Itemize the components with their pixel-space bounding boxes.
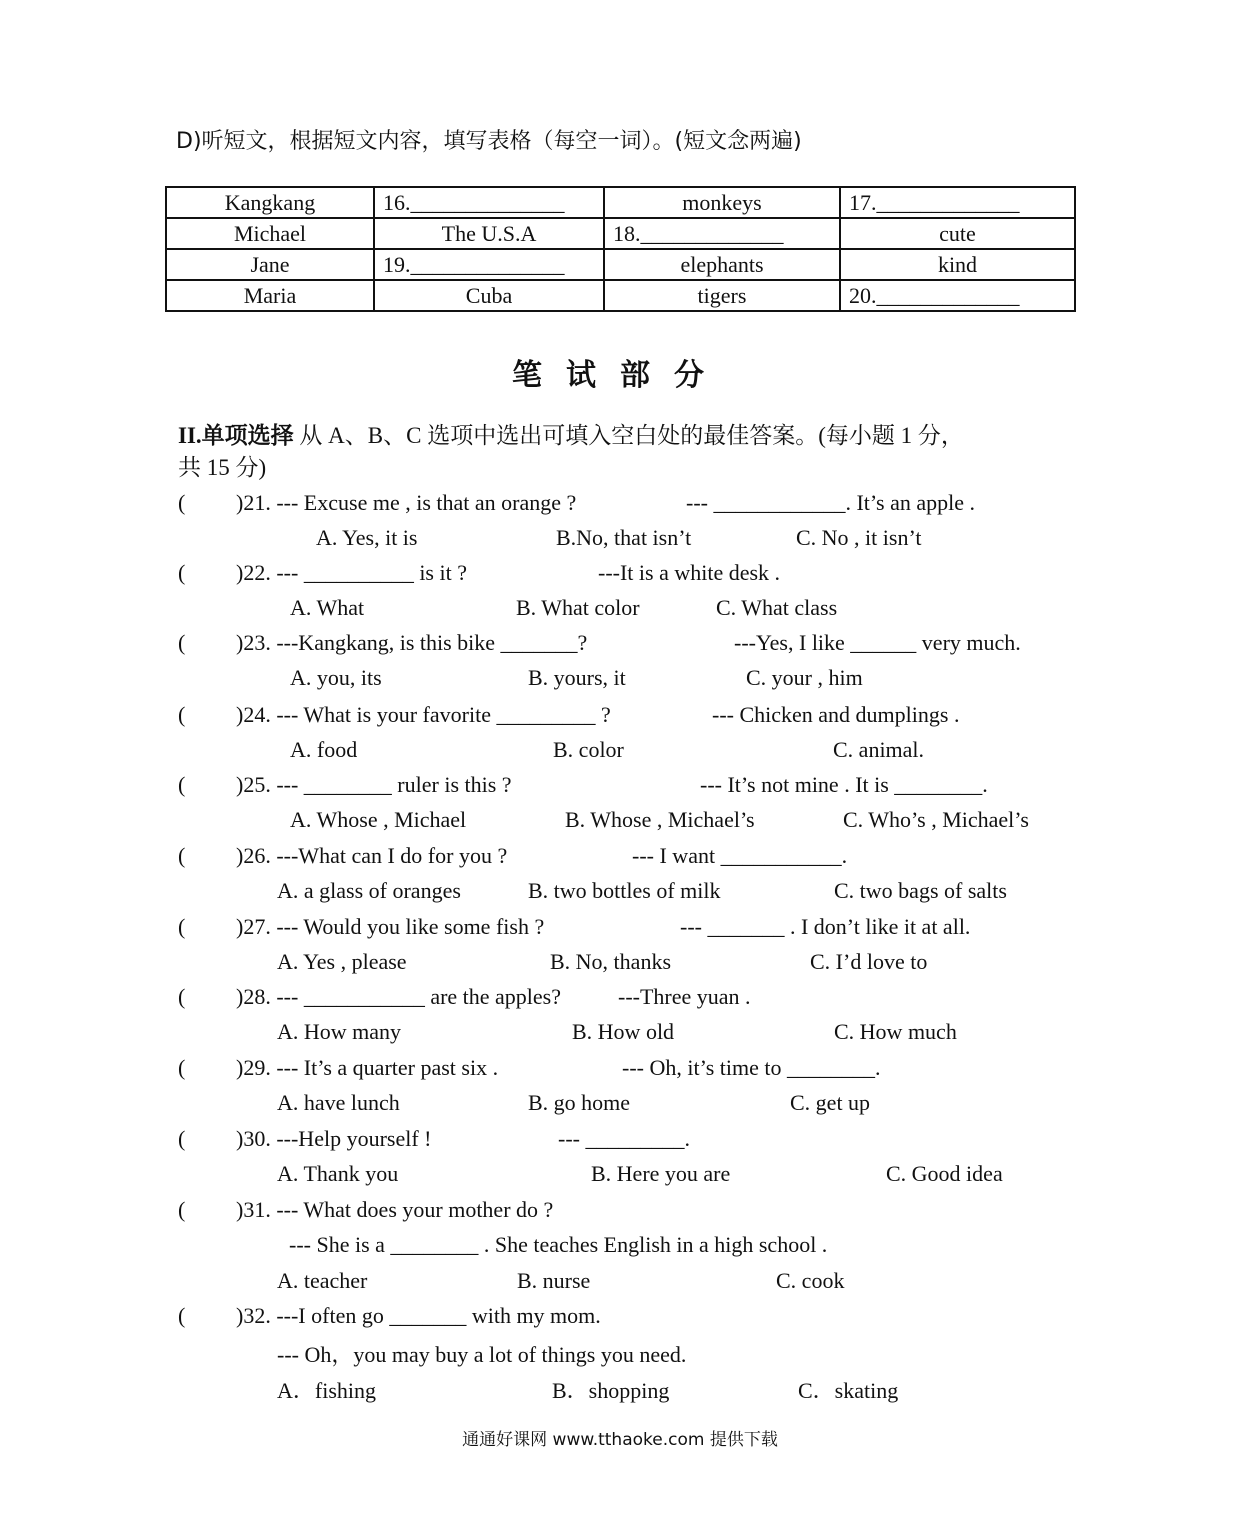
question-stem: )22. --- __________ is it ? xyxy=(236,560,467,585)
answer-option: A. Thank you xyxy=(277,1161,399,1186)
answer-option: B. No, thanks xyxy=(550,949,671,974)
answer-option: C. Who’s , Michael’s xyxy=(843,807,1029,832)
table-cell: 16.______________ xyxy=(374,187,604,218)
answer-option: A. Yes , please xyxy=(277,949,407,974)
answer-blank: ___________ xyxy=(298,984,425,1009)
question-response: --- It’s not mine . It is ________. xyxy=(700,772,988,797)
question-stem: )24. --- What is your favorite _________ ? xyxy=(236,702,611,727)
table-cell: Jane xyxy=(166,249,374,280)
listening-table xyxy=(165,186,1076,312)
table-cell: 19.______________ xyxy=(374,249,604,280)
answer-paren: ( xyxy=(178,1126,186,1151)
answer-option: B．shopping xyxy=(552,1378,670,1403)
question-stem: )28. --- ___________ are the apples? xyxy=(236,984,562,1009)
table-cell: tigers xyxy=(604,280,840,311)
question-stem: )32. ---I often go _______ with my mom. xyxy=(236,1303,601,1328)
answer-paren: ( xyxy=(178,772,186,797)
answer-option: A. teacher xyxy=(277,1268,368,1293)
table-cell: 17._____________ xyxy=(840,187,1075,218)
question-response: --- _________. xyxy=(558,1126,690,1151)
answer-option: C. animal. xyxy=(833,737,925,762)
answer-option: A. have lunch xyxy=(277,1090,400,1115)
table-cell: 20._____________ xyxy=(840,280,1075,311)
answer-paren: ( xyxy=(178,1303,186,1328)
table-cell: Michael xyxy=(166,218,374,249)
table-cell: Maria xyxy=(166,280,374,311)
section-2-instruction-line2: 共 15 分) xyxy=(178,455,267,480)
question-response: --- She is a ________ . She teaches English in a high school . xyxy=(289,1232,828,1257)
answer-option: C．skating xyxy=(798,1378,899,1403)
table-row xyxy=(166,280,1075,311)
question-response: ---Yes, I like ______ very much. xyxy=(734,630,1021,655)
answer-option: B. two bottles of milk xyxy=(528,878,721,903)
table-row xyxy=(166,218,1075,249)
question-response: --- ____________. It’s an apple . xyxy=(686,490,975,515)
table-cell: Kangkang xyxy=(166,187,374,218)
answer-paren: ( xyxy=(178,843,186,868)
answer-option: B. What color xyxy=(516,595,640,620)
table-cell: Cuba xyxy=(374,280,604,311)
answer-paren: ( xyxy=(178,1055,186,1080)
table-cell: cute xyxy=(840,218,1075,249)
question-response: --- Oh, it’s time to ________. xyxy=(622,1055,881,1080)
answer-option: C. your , him xyxy=(746,665,863,690)
table-cell: The U.S.A xyxy=(374,218,604,249)
answer-option: C. Good idea xyxy=(886,1161,1003,1186)
question-response: --- Chicken and dumplings . xyxy=(712,702,960,727)
answer-option: C. get up xyxy=(790,1090,871,1115)
answer-paren: ( xyxy=(178,702,186,727)
answer-option: C. cook xyxy=(776,1268,845,1293)
section-2-heading xyxy=(178,420,964,484)
table-cell: monkeys xyxy=(604,187,840,218)
answer-blank: __________ xyxy=(298,560,414,585)
answer-paren: ( xyxy=(178,630,186,655)
answer-paren: ( xyxy=(178,490,186,515)
answer-option: A. What xyxy=(290,595,365,620)
answer-option: A．fishing xyxy=(277,1378,377,1403)
question-response: --- I want ___________. xyxy=(632,843,848,868)
answer-option: B. Here you are xyxy=(591,1161,731,1186)
question-stem: )26. ---What can I do for you ? xyxy=(236,843,508,868)
answer-paren: ( xyxy=(178,560,186,585)
table-row xyxy=(166,249,1075,280)
answer-option: C. What class xyxy=(716,595,838,620)
footer-credit: 通通好课网 www.tthaoke.com 提供下载 xyxy=(462,1430,778,1450)
answer-option: A. food xyxy=(290,737,358,762)
section-2-label: II.单项选择 xyxy=(178,423,294,448)
written-section-title: 笔试部分 xyxy=(512,358,728,393)
answer-option: B. nurse xyxy=(517,1268,591,1293)
answer-option: B. go home xyxy=(528,1090,631,1115)
table-cell: kind xyxy=(840,249,1075,280)
answer-paren: ( xyxy=(178,914,186,939)
answer-option: A. Whose , Michael xyxy=(290,807,467,832)
answer-option: C. I’d love to xyxy=(810,949,928,974)
answer-option: A. you, its xyxy=(290,665,382,690)
question-stem: )27. --- Would you like some fish ? xyxy=(236,914,545,939)
question-response: ---It is a white desk . xyxy=(598,560,781,585)
question-response: ---Three yuan . xyxy=(618,984,751,1009)
answer-option: B. Whose , Michael’s xyxy=(565,807,755,832)
answer-option: A. Yes, it is xyxy=(316,525,418,550)
answer-option: A. How many xyxy=(277,1019,402,1044)
answer-option: B. color xyxy=(553,737,624,762)
question-stem: )31. --- What does your mother do ? xyxy=(236,1197,554,1222)
question-stem: )25. --- ________ ruler is this ? xyxy=(236,772,512,797)
question-response: --- _______ . I don’t like it at all. xyxy=(680,914,971,939)
table-cell: elephants xyxy=(604,249,840,280)
section-2-instruction: 从 A、B、C 选项中选出可填入空白处的最佳答案。(每小题 1 分， xyxy=(293,423,964,448)
section-d-instruction: D)听短文，根据短文内容，填写表格（每空一词）。(短文念两遍) xyxy=(176,129,802,154)
question-stem: )21. --- Excuse me , is that an orange ? xyxy=(236,490,577,515)
answer-option: B. yours, it xyxy=(528,665,626,690)
question-response: --- Oh，you may buy a lot of things you need. xyxy=(277,1342,687,1367)
answer-paren: ( xyxy=(178,984,186,1009)
answer-option: C. How much xyxy=(834,1019,957,1044)
table-row xyxy=(166,187,1075,218)
answer-option: C. No , it isn’t xyxy=(796,525,922,550)
answer-option: B.No, that isn’t xyxy=(556,525,692,550)
table-cell: 18._____________ xyxy=(604,218,840,249)
answer-paren: ( xyxy=(178,1197,186,1222)
question-stem: )29. --- It’s a quarter past six . xyxy=(236,1055,499,1080)
question-stem: )30. ---Help yourself ! xyxy=(236,1126,432,1151)
question-stem: )23. ---Kangkang, is this bike _______? xyxy=(236,630,588,655)
answer-option: C. two bags of salts xyxy=(834,878,1007,903)
answer-option: A. a glass of oranges xyxy=(277,878,461,903)
answer-option: B. How old xyxy=(572,1019,675,1044)
